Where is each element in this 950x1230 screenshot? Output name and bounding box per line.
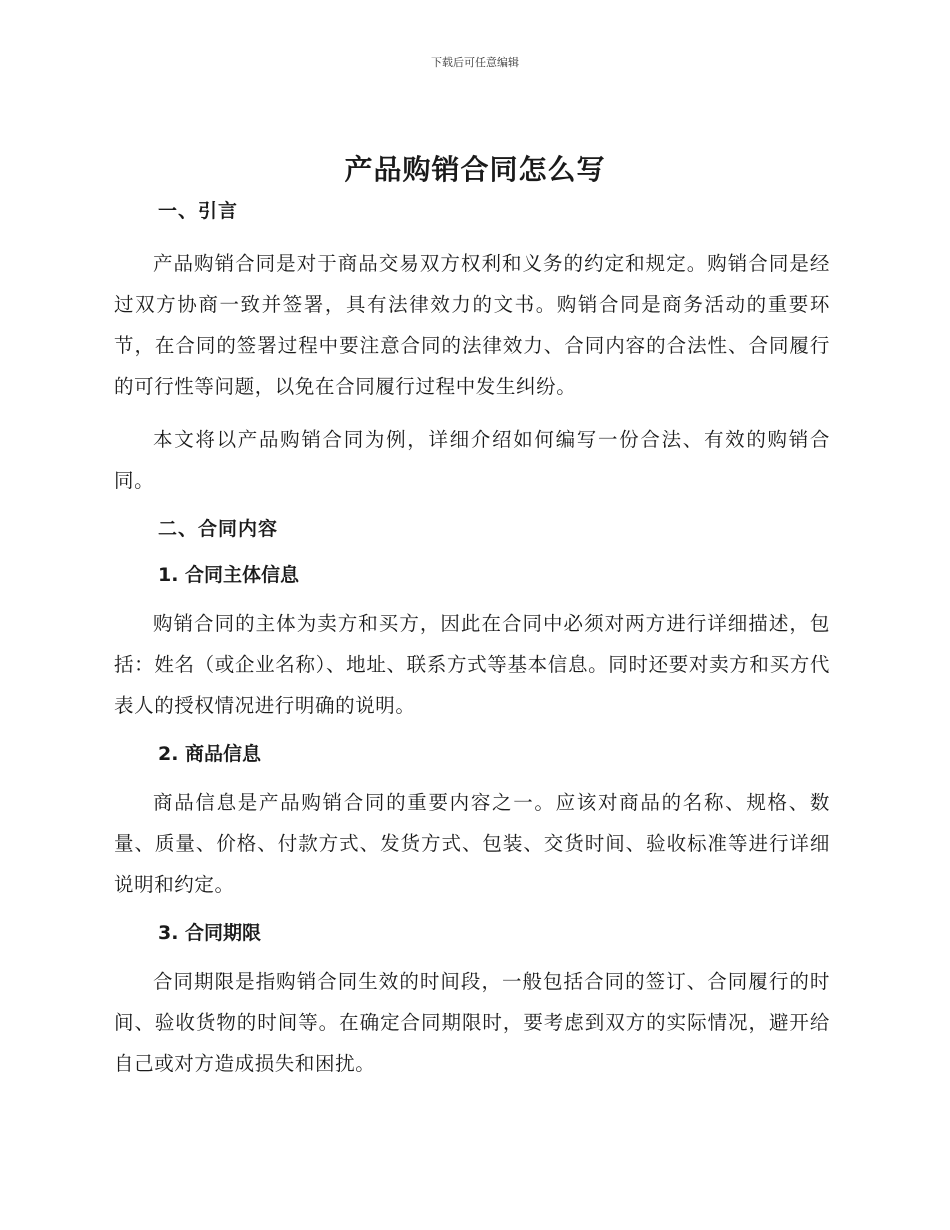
subsection-heading-term: 3. 合同期限 — [158, 922, 262, 944]
document-body — [114, 193, 830, 1084]
goods-paragraph: 商品信息是产品购销合同的重要内容之一。应该对商品的名称、规格、数量、质量、价格、付款方式、发货方式、包装、交货时间、验收标准等进行详细说明和约定。 — [114, 791, 830, 896]
section-heading-content: 二、合同内容 — [158, 518, 279, 540]
page-title: 产品购销合同怎么写 — [344, 153, 606, 186]
parties-paragraph: 购销合同的主体为卖方和买方，因此在合同中必须对两方进行详细描述，包括：姓名（或企业名称）、地址、联系方式等基本信息。同时还要对卖方和买方代表人的授权情况进行明确的说明。 — [114, 612, 830, 717]
subsection-heading-parties: 1. 合同主体信息 — [158, 564, 300, 586]
header-note: 下载后可任意编辑 — [431, 56, 519, 69]
subsection-heading-goods: 2. 商品信息 — [158, 743, 262, 765]
section-heading-intro: 一、引言 — [158, 200, 239, 222]
intro-paragraph-1: 产品购销合同是对于商品交易双方权利和义务的约定和规定。购销合同是经过双方协商一致并签署，具有法律效力的文书。购销合同是商务活动的重要环节，在合同的签署过程中要注意合同的法律效力、合同内容的合法性、合同履行的可行性等问题，以免在合同履行过程中发生纠纷。 — [114, 252, 830, 398]
intro-paragraph-2: 本文将以产品购销合同为例，详细介绍如何编写一份合法、有效的购销合同。 — [114, 428, 830, 492]
term-paragraph: 合同期限是指购销合同生效的时间段，一般包括合同的签订、合同履行的时间、验收货物的时间等。在确定合同期限时，要考虑到双方的实际情况，避开给自己或对方造成损失和困扰。 — [114, 970, 830, 1075]
